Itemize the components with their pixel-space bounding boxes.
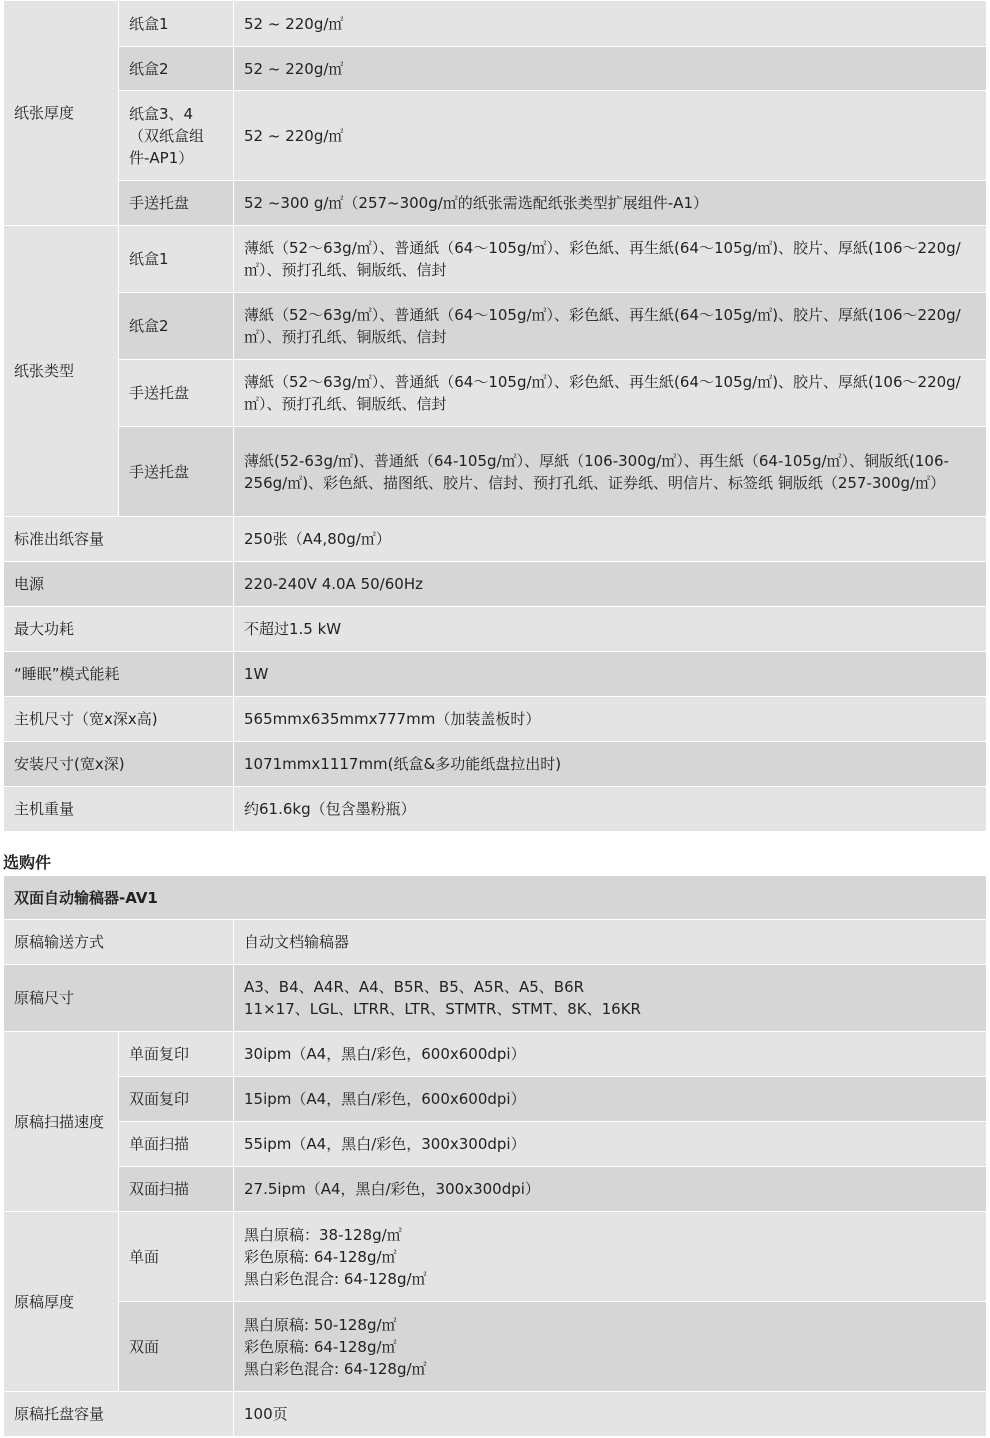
row-value: 55ipm（A4，黑白/彩色，300x300dpi） [234,1122,987,1167]
table-row [4,360,987,427]
row-value: 薄紙（52～63g/㎡）、普通紙（64～105g/㎡）、彩色紙、再生紙(64～105g/㎡)、胶片、厚紙(106～220g/㎡）、预打孔纸、铜版纸、信封 [234,293,987,360]
row-value: 565mmx635mmx777mm（加装盖板时） [234,697,987,742]
row-sub-label: 纸盒2 [119,47,234,91]
original-thickness-label: 原稿厚度 [4,1212,119,1392]
thickness-line: 彩色原稿: 64-128g/㎡ [244,1247,397,1266]
row-value: 100页 [234,1392,987,1437]
row-value: 薄紙（52～63g/㎡）、普通紙（64～105g/㎡）、彩色紙、再生紙(64～105g/㎡)、胶片、厚紙(106～220g/㎡）、预打孔纸、铜版纸、信封 [234,226,987,293]
row-value [234,965,987,1032]
row-sub-label: 单面复印 [119,1032,234,1077]
table-row [4,607,987,652]
table-row [4,517,987,562]
table-row [4,920,987,965]
table-row [4,1122,987,1167]
row-value: 52 ~ 220g/㎡ [234,91,987,181]
paper-thickness-label: 纸张厚度 [4,1,119,226]
thickness-line: 黑白彩色混合: 64-128g/㎡ [244,1269,427,1288]
row-value: 250张（A4,80g/㎡） [234,517,987,562]
row-value: 52 ~300 g/㎡（257~300g/㎡的纸张需选配纸张类型扩展组件-A1） [234,181,987,226]
row-value: 薄紙(52-63g/㎡)、普通紙（64-105g/㎡）、厚紙（106-300g/㎡）、再生紙（64-105g/㎡）、铜版纸(106-256g/㎡)、彩色紙、描图纸、胶片、信封、预打孔纸、证券纸、明信片、标签纸 铜版纸（257-300g/㎡） [234,427,987,517]
row-value [234,1302,987,1392]
row-label: 安装尺寸(宽x深) [4,742,234,787]
table-row [4,47,987,91]
row-sub-label: 纸盒1 [119,226,234,293]
row-sub-label: 手送托盘 [119,360,234,427]
row-sub-label: 纸盒3、4（双纸盒组件-AP1） [119,91,234,181]
table-row [4,965,987,1032]
row-label: 电源 [4,562,234,607]
row-sub-label: 双面复印 [119,1077,234,1122]
original-size-line: A3、B4、A4R、A4、B5R、B5、A5R、A5、B6R [244,978,585,996]
row-sub-label: 双面 [119,1302,234,1392]
original-size-line: 11×17、LGL、LTRR、LTR、STMTR、STMT、8K、16KR [244,1000,641,1018]
table-row [4,427,987,517]
row-value: 自动文档输稿器 [234,920,987,965]
row-value: 1071mmx1117mm(纸盒&多功能纸盘拉出时) [234,742,987,787]
table-row [4,1392,987,1437]
row-value: 52 ~ 220g/㎡ [234,1,987,47]
table-row [4,697,987,742]
scan-speed-label: 原稿扫描速度 [4,1032,119,1212]
row-value: 约61.6kg（包含墨粉瓶） [234,787,987,832]
table-row [4,1212,987,1302]
row-sub-label: 手送托盘 [119,427,234,517]
options-table [3,875,987,1437]
row-value [234,1212,987,1302]
thickness-line: 彩色原稿: 64-128g/㎡ [244,1337,397,1356]
row-value: 15ipm（A4，黑白/彩色，600x600dpi） [234,1077,987,1122]
table-row [4,787,987,832]
row-value: 薄紙（52～63g/㎡）、普通紙（64～105g/㎡）、彩色紙、再生紙(64～105g/㎡)、胶片、厚紙(106～220g/㎡）、预打孔纸、铜版纸、信封 [234,360,987,427]
table-row [4,562,987,607]
main-spec-table [3,0,987,832]
row-value: 52 ~ 220g/㎡ [234,47,987,91]
row-sub-label: 手送托盘 [119,181,234,226]
paper-type-label: 纸张类型 [4,226,119,517]
table-row [4,181,987,226]
table-row [4,293,987,360]
row-sub-label: 双面扫描 [119,1167,234,1212]
row-sub-label: 单面扫描 [119,1122,234,1167]
row-label: 原稿尺寸 [4,965,234,1032]
table-row [4,1032,987,1077]
row-label: 最大功耗 [4,607,234,652]
table-row [4,652,987,697]
table-row [4,91,987,181]
table-row [4,1302,987,1392]
thickness-line: 黑白原稿：38-128g/㎡ [244,1225,402,1244]
table-header-row [4,876,987,920]
thickness-line: 黑白原稿: 50-128g/㎡ [244,1315,397,1334]
section-title: 选购件 [3,853,52,872]
row-value: 220-240V 4.0A 50/60Hz [234,562,987,607]
table-row [4,1077,987,1122]
row-label: “睡眠”模式能耗 [4,652,234,697]
row-label: 主机尺寸（宽x深x高) [4,697,234,742]
row-sub-label: 纸盒1 [119,1,234,47]
row-label: 主机重量 [4,787,234,832]
row-label: 标准出纸容量 [4,517,234,562]
table-row [4,1,987,47]
thickness-line: 黑白彩色混合: 64-128g/㎡ [244,1359,427,1378]
options-header: 双面自动输稿器-AV1 [4,876,987,920]
table-row [4,1167,987,1212]
row-value: 27.5ipm（A4，黑白/彩色，300x300dpi） [234,1167,987,1212]
row-sub-label: 单面 [119,1212,234,1302]
row-label: 原稿输送方式 [4,920,234,965]
row-label: 原稿托盘容量 [4,1392,234,1437]
table-row [4,226,987,293]
row-value: 30ipm（A4，黑白/彩色，600x600dpi） [234,1032,987,1077]
table-row [4,742,987,787]
row-value: 1W [234,652,987,697]
row-value: 不超过1.5 kW [234,607,987,652]
row-sub-label: 纸盒2 [119,293,234,360]
